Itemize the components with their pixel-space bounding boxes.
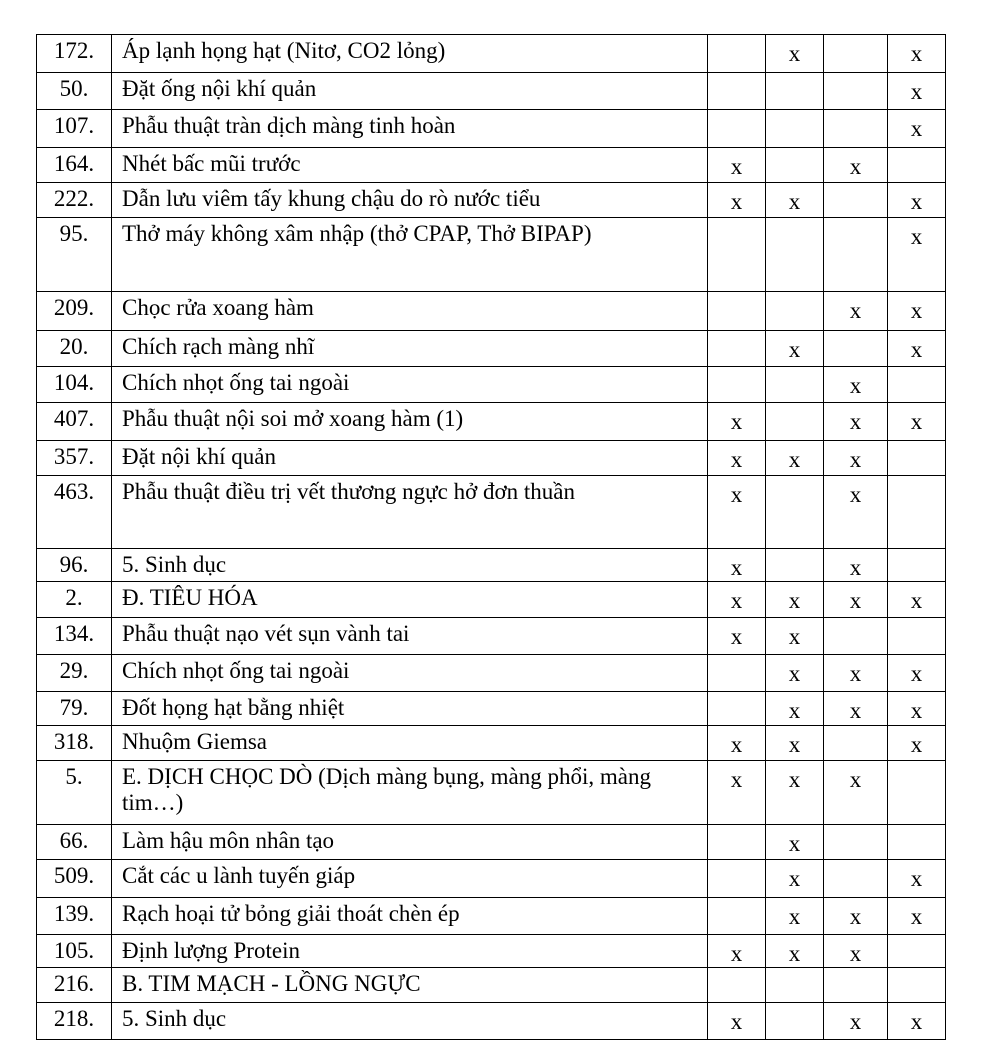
row-number: 66. <box>37 825 112 860</box>
mark-col-4 <box>888 761 946 825</box>
mark-col-2 <box>766 73 824 110</box>
mark-col-1: x <box>708 441 766 476</box>
mark-col-1: x <box>708 148 766 183</box>
table-row <box>37 692 946 726</box>
table-row <box>37 549 946 582</box>
mark-col-4: x <box>888 292 946 331</box>
procedure-name: Đốt họng hạt bằng nhiệt <box>112 692 708 726</box>
row-number: 216. <box>37 968 112 1003</box>
table-row <box>37 761 946 825</box>
table-row <box>37 441 946 476</box>
mark-col-3: x <box>824 292 888 331</box>
mark-col-4: x <box>888 218 946 292</box>
table-row <box>37 582 946 618</box>
procedure-name: Nhét bấc mũi trước <box>112 148 708 183</box>
table-row <box>37 1003 946 1040</box>
row-number: 407. <box>37 403 112 441</box>
mark-col-3: x <box>824 403 888 441</box>
mark-col-1: x <box>708 549 766 582</box>
mark-col-1 <box>708 825 766 860</box>
table-row <box>37 860 946 898</box>
procedure-name: 5. Sinh dục <box>112 1003 708 1040</box>
row-number: 164. <box>37 148 112 183</box>
mark-col-1: x <box>708 761 766 825</box>
mark-col-2: x <box>766 761 824 825</box>
procedure-name: Cắt các u lành tuyến giáp <box>112 860 708 898</box>
mark-col-1 <box>708 968 766 1003</box>
mark-col-3: x <box>824 582 888 618</box>
procedure-name: Nhuộm Giemsa <box>112 726 708 761</box>
mark-col-1 <box>708 655 766 692</box>
mark-col-4 <box>888 618 946 655</box>
procedure-name: E. DỊCH CHỌC DÒ (Dịch màng bụng, màng phổi, màng tim…) <box>112 761 708 825</box>
procedure-table-body <box>37 35 946 1040</box>
row-number: 134. <box>37 618 112 655</box>
procedure-name: Dẫn lưu viêm tấy khung chậu do rò nước tiểu <box>112 183 708 218</box>
mark-col-1 <box>708 35 766 73</box>
mark-col-1 <box>708 292 766 331</box>
mark-col-4: x <box>888 898 946 935</box>
mark-col-3: x <box>824 655 888 692</box>
mark-col-3: x <box>824 692 888 726</box>
row-number: 2. <box>37 582 112 618</box>
procedure-name: Chích nhọt ống tai ngoài <box>112 655 708 692</box>
mark-col-3: x <box>824 367 888 403</box>
table-row <box>37 825 946 860</box>
procedure-name: Đ. TIÊU HÓA <box>112 582 708 618</box>
table-row <box>37 476 946 549</box>
row-number: 5. <box>37 761 112 825</box>
mark-col-4: x <box>888 1003 946 1040</box>
mark-col-3: x <box>824 476 888 549</box>
mark-col-2: x <box>766 726 824 761</box>
row-number: 318. <box>37 726 112 761</box>
table-row <box>37 331 946 367</box>
mark-col-1 <box>708 367 766 403</box>
mark-col-3 <box>824 218 888 292</box>
mark-col-1 <box>708 860 766 898</box>
procedure-name: B. TIM MẠCH - LỒNG NGỰC <box>112 968 708 1003</box>
procedure-name: Áp lạnh họng hạt (Nitơ, CO2 lỏng) <box>112 35 708 73</box>
mark-col-2 <box>766 403 824 441</box>
mark-col-3 <box>824 183 888 218</box>
mark-col-1: x <box>708 618 766 655</box>
mark-col-2: x <box>766 692 824 726</box>
table-row <box>37 898 946 935</box>
row-number: 357. <box>37 441 112 476</box>
mark-col-3: x <box>824 549 888 582</box>
mark-col-3 <box>824 73 888 110</box>
mark-col-4 <box>888 441 946 476</box>
procedure-name: Làm hậu môn nhân tạo <box>112 825 708 860</box>
mark-col-1 <box>708 218 766 292</box>
row-number: 172. <box>37 35 112 73</box>
mark-col-4: x <box>888 183 946 218</box>
table-row <box>37 292 946 331</box>
table-row <box>37 968 946 1003</box>
procedure-name: Phẫu thuật nạo vét sụn vành tai <box>112 618 708 655</box>
mark-col-4: x <box>888 860 946 898</box>
mark-col-2 <box>766 968 824 1003</box>
row-number: 50. <box>37 73 112 110</box>
mark-col-2: x <box>766 935 824 968</box>
mark-col-1: x <box>708 935 766 968</box>
mark-col-3 <box>824 860 888 898</box>
row-number: 96. <box>37 549 112 582</box>
mark-col-2: x <box>766 618 824 655</box>
procedure-table <box>36 34 946 1040</box>
mark-col-4 <box>888 549 946 582</box>
mark-col-1 <box>708 331 766 367</box>
mark-col-2 <box>766 549 824 582</box>
mark-col-2 <box>766 367 824 403</box>
procedure-name: Chọc rửa xoang hàm <box>112 292 708 331</box>
procedure-name: Phẫu thuật điều trị vết thương ngực hở đơn thuần <box>112 476 708 549</box>
mark-col-3 <box>824 825 888 860</box>
procedure-name: Phẫu thuật tràn dịch màng tinh hoàn <box>112 110 708 148</box>
mark-col-4 <box>888 367 946 403</box>
mark-col-1: x <box>708 582 766 618</box>
table-row <box>37 183 946 218</box>
table-row <box>37 148 946 183</box>
table-row <box>37 35 946 73</box>
mark-col-2 <box>766 292 824 331</box>
procedure-name: Đặt ống nội khí quản <box>112 73 708 110</box>
mark-col-2: x <box>766 860 824 898</box>
mark-col-3: x <box>824 1003 888 1040</box>
row-number: 218. <box>37 1003 112 1040</box>
procedure-name: Rạch hoại tử bỏng giải thoát chèn ép <box>112 898 708 935</box>
mark-col-1 <box>708 73 766 110</box>
mark-col-3 <box>824 726 888 761</box>
table-row <box>37 403 946 441</box>
mark-col-3: x <box>824 441 888 476</box>
mark-col-2: x <box>766 825 824 860</box>
mark-col-3: x <box>824 935 888 968</box>
row-number: 104. <box>37 367 112 403</box>
mark-col-2: x <box>766 35 824 73</box>
mark-col-3 <box>824 618 888 655</box>
mark-col-4: x <box>888 726 946 761</box>
row-number: 95. <box>37 218 112 292</box>
mark-col-1 <box>708 110 766 148</box>
mark-col-4: x <box>888 73 946 110</box>
mark-col-4: x <box>888 331 946 367</box>
row-number: 105. <box>37 935 112 968</box>
mark-col-1: x <box>708 1003 766 1040</box>
table-row <box>37 73 946 110</box>
row-number: 139. <box>37 898 112 935</box>
row-number: 209. <box>37 292 112 331</box>
mark-col-2: x <box>766 582 824 618</box>
mark-col-2: x <box>766 331 824 367</box>
mark-col-2: x <box>766 655 824 692</box>
mark-col-2 <box>766 148 824 183</box>
mark-col-1: x <box>708 726 766 761</box>
row-number: 509. <box>37 860 112 898</box>
procedure-name: Định lượng Protein <box>112 935 708 968</box>
mark-col-4: x <box>888 582 946 618</box>
mark-col-2 <box>766 110 824 148</box>
mark-col-2: x <box>766 441 824 476</box>
procedure-name: Thở máy không xâm nhập (thở CPAP, Thở BIPAP) <box>112 218 708 292</box>
table-row <box>37 655 946 692</box>
mark-col-3 <box>824 110 888 148</box>
mark-col-3: x <box>824 761 888 825</box>
mark-col-3 <box>824 968 888 1003</box>
mark-col-4 <box>888 476 946 549</box>
table-row <box>37 726 946 761</box>
mark-col-3 <box>824 35 888 73</box>
procedure-name: Chích rạch màng nhĩ <box>112 331 708 367</box>
table-row <box>37 110 946 148</box>
row-number: 29. <box>37 655 112 692</box>
mark-col-4 <box>888 148 946 183</box>
mark-col-1: x <box>708 403 766 441</box>
mark-col-3 <box>824 331 888 367</box>
procedure-name: Chích nhọt ống tai ngoài <box>112 367 708 403</box>
mark-col-2 <box>766 1003 824 1040</box>
mark-col-4: x <box>888 110 946 148</box>
mark-col-4: x <box>888 692 946 726</box>
procedure-name: Đặt nội khí quản <box>112 441 708 476</box>
row-number: 222. <box>37 183 112 218</box>
table-row <box>37 218 946 292</box>
table-row <box>37 618 946 655</box>
mark-col-1 <box>708 692 766 726</box>
mark-col-1: x <box>708 183 766 218</box>
mark-col-4 <box>888 968 946 1003</box>
procedure-name: Phẫu thuật nội soi mở xoang hàm (1) <box>112 403 708 441</box>
row-number: 107. <box>37 110 112 148</box>
mark-col-2 <box>766 218 824 292</box>
mark-col-4 <box>888 825 946 860</box>
procedure-name: 5. Sinh dục <box>112 549 708 582</box>
row-number: 79. <box>37 692 112 726</box>
row-number: 20. <box>37 331 112 367</box>
mark-col-1 <box>708 898 766 935</box>
table-row <box>37 935 946 968</box>
table-row <box>37 367 946 403</box>
mark-col-4: x <box>888 35 946 73</box>
mark-col-4 <box>888 935 946 968</box>
mark-col-2: x <box>766 898 824 935</box>
mark-col-1: x <box>708 476 766 549</box>
mark-col-3: x <box>824 898 888 935</box>
mark-col-4: x <box>888 655 946 692</box>
mark-col-4: x <box>888 403 946 441</box>
mark-col-2: x <box>766 183 824 218</box>
mark-col-3: x <box>824 148 888 183</box>
row-number: 463. <box>37 476 112 549</box>
mark-col-2 <box>766 476 824 549</box>
